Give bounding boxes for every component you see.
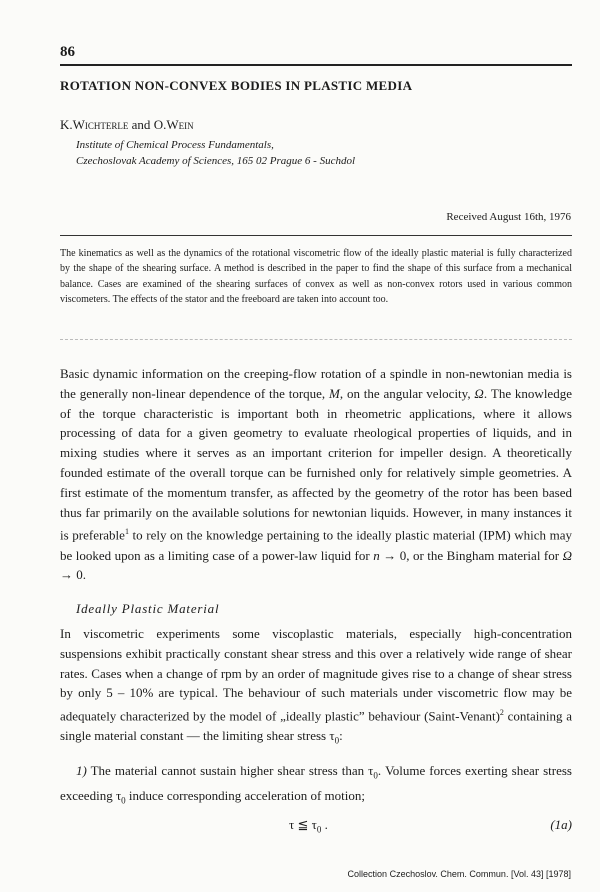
equation-subscript: 0: [316, 824, 322, 835]
author-2-surname: Wein: [166, 117, 194, 132]
ipm-text-2: containing a single material constant — the limiting shear stress τ: [60, 708, 572, 744]
intro-text-3: . The knowledge of the torque characteristic is important both in rheometric applications, where it allows processing of data for a given geometry to evaluate rheological properties of liquids, and in mixing studies where it serves as an important criterion for impeller design. A theoretically founded estimate of the overall torque can be furnished only for relatively simple geometries. A first estimate of the momentum transfer, as affected by the geometry of the rotor has been based thus far primarily on the available solutions for newtonian liquids. However, in many instances it is preferable: [60, 385, 572, 543]
condition-number: 1): [76, 763, 87, 778]
condition-text-2: . Volume forces exerting shear stress exceeding τ: [60, 763, 572, 804]
intro-text-6: → 0.: [60, 567, 86, 583]
symbol-angular-velocity-2: Ω: [562, 547, 572, 563]
header-rule: [60, 64, 572, 66]
ipm-text-1: In viscometric experiments some viscoplastic materials, especially high-concentration suspensions exhibit practically constant shear stress and this over a relatively wide range of shear rates. Cases when a change of rpm by an order of magnitude gives rise to a change of shear stress by only 5 – 10% are typical. The behaviour of such materials under viscometric flow may be adequately characterized by the model of „ideally plastic” behaviour (Saint-Venant): [60, 626, 572, 724]
equation-label: (1a): [550, 817, 572, 832]
intro-text-2: , on the angular velocity,: [339, 385, 475, 401]
abstract-bottom-rule: [60, 339, 572, 340]
symbol-n: n: [373, 547, 380, 563]
author-1-surname: Wichterle: [72, 117, 129, 132]
intro-paragraph: [60, 364, 572, 585]
equation-lhs: τ ≦ τ: [289, 817, 317, 832]
author-line: [60, 117, 194, 133]
author-1: [60, 117, 128, 132]
intro-text-5: → 0, or the Bingham material for: [379, 547, 563, 563]
abstract-top-rule: [60, 235, 572, 236]
reference-2: 2: [499, 708, 504, 718]
ipm-paragraph: [60, 624, 572, 752]
ipm-text-3: :: [339, 728, 343, 744]
reference-1: 1: [124, 527, 129, 537]
equation-tail: .: [321, 817, 328, 832]
section-heading: Ideally Plastic Material: [76, 601, 220, 616]
received-date: Received August 16th, 1976: [446, 211, 571, 223]
author-conjunction: and: [131, 117, 151, 132]
symbol-angular-velocity: Ω: [474, 385, 484, 401]
equation-1a: [289, 817, 328, 835]
affiliation-line-1: Institute of Chemical Process Fundamentals,: [76, 139, 274, 151]
subscript-zero: 0: [334, 735, 340, 746]
intro-text-1: Basic dynamic information on the creeping-flow rotation of a spindle in non-newtonian media is the generally non-linear dependence of the torque,: [60, 366, 572, 401]
journal-footer: Collection Czechoslov. Chem. Commun. [Vol. 43] [1978]: [347, 869, 571, 879]
subscript-zero-a: 0: [373, 770, 378, 781]
condition-text-3: induce corresponding acceleration of motion;: [125, 788, 366, 804]
condition-text-1: The material cannot sustain higher shear stress than τ: [86, 763, 374, 778]
author-1-initial: K.: [60, 117, 73, 132]
affiliation-line-2: Czechoslovak Academy of Sciences, 165 02 Prague 6 - Suchdol: [76, 155, 356, 167]
page-number: 86: [60, 44, 75, 60]
symbol-torque: M: [329, 385, 340, 401]
condition-1-paragraph: [60, 761, 572, 812]
intro-text-4: to rely on the knowledge pertaining to the ideally plastic material (IPM) which may be looked upon as a limiting case of a power-law liquid for: [60, 527, 572, 563]
author-2-initial: O.: [153, 117, 167, 132]
abstract: The kinematics as well as the dynamics of the rotational viscometric flow of the ideally plastic material is fully characterized by the shape of the shearing surface. A method is described in the paper to find the shape of this surface from a mechanical balance. Cases are examined of the shearing surfaces of convex as well as non-convex rotors used in various common viscometers. The effects of the stator and the freeboard are taken into account too.: [60, 248, 572, 305]
author-2: [154, 117, 194, 132]
subscript-zero-b: 0: [121, 795, 126, 806]
article-title: ROTATION NON-CONVEX BODIES IN PLASTIC MEDIA: [60, 78, 413, 93]
